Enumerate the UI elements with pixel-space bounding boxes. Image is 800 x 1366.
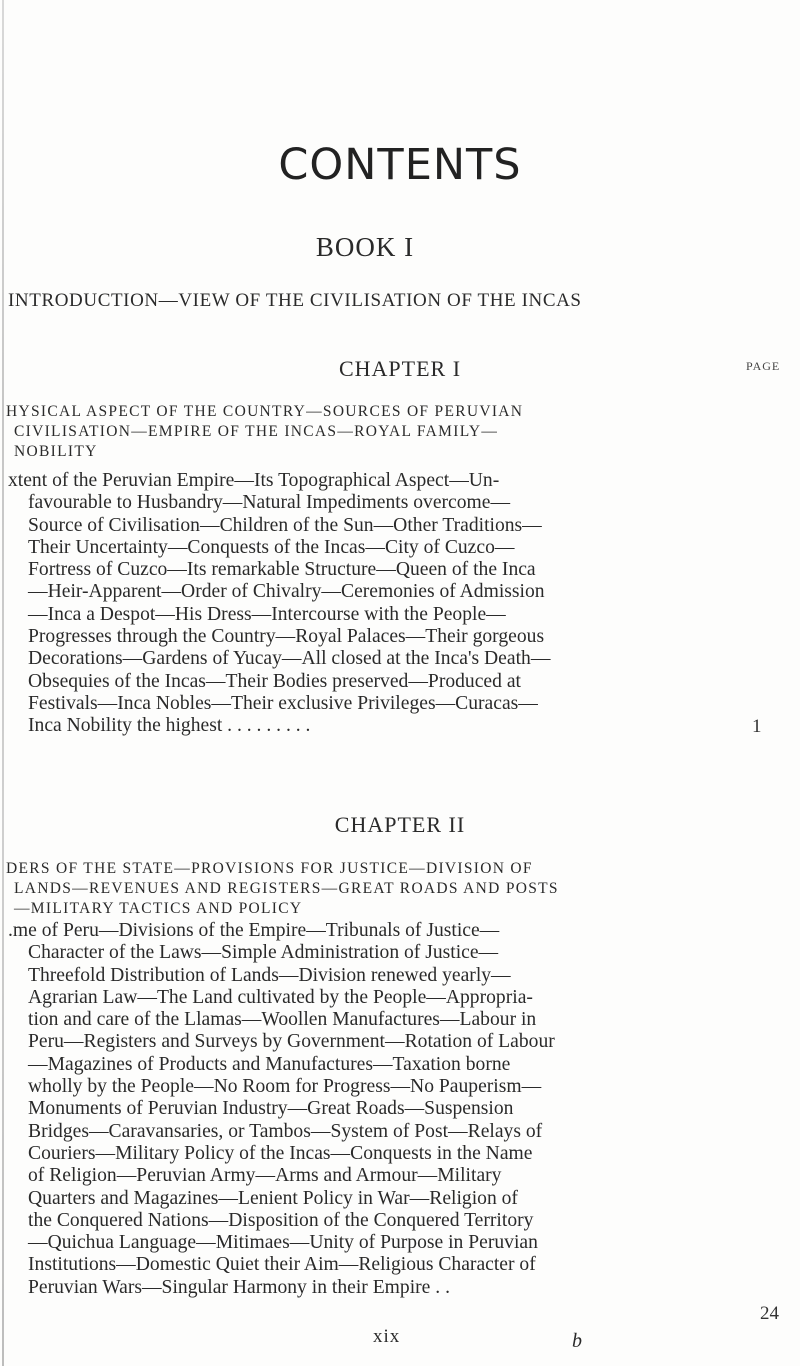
chapter-1-label: CHAPTER I [338,356,462,381]
page-column-label: PAGE [746,359,781,373]
book-subtitle: INTRODUCTION—VIEW OF THE CIVILISATION OF THE INCAS [8,290,582,311]
chapter-2-synopsis-line: of Religion—Peruvian Army—Arms and Armour—Military [28,1165,502,1187]
chapter-1-synopsis-line: Their Uncertainty—Conquests of the Incas—City of Cuzco— [28,536,515,558]
chapter-2-synopsis-line: —Quichua Language—Mitimaes—Unity of Purpose in Peruvian [28,1232,538,1254]
chapter-2-synopsis-line: Couriers—Military Policy of the Incas—Conquests in the Name [28,1142,533,1164]
chapter-2-subtitle-line: —MILITARY TACTICS AND POLICY [14,900,303,917]
chapter-1-subtitle-line: NOBILITY [14,443,98,460]
chapter-2-synopsis-line: Monuments of Peruvian Industry—Great Roads—Suspension [28,1098,514,1120]
chapter-1-synopsis-line: Obsequies of the Incas—Their Bodies preserved—Produced at [28,670,521,692]
chapter-2-synopsis-line: the Conquered Nations—Disposition of the Conquered Territory [28,1209,534,1231]
chapter-2-subtitle [6,859,664,919]
chapter-1-synopsis [8,470,658,738]
chapter-2-synopsis-line: tion and care of the Llamas—Woollen Manufactures—Labour in [28,1009,537,1031]
chapter-2-synopsis-line: .me of Peru—Divisions of the Empire—Tribunals of Justice— [8,920,500,941]
chapter-1-synopsis-line: —Inca a Despot—His Dress—Intercourse with the People— [28,603,506,625]
page-margin-edge [2,0,4,1366]
chapter-1-subtitle-line: HYSICAL ASPECT OF THE COUNTRY—SOURCES OF PERUVIAN [6,403,524,420]
chapter-1-synopsis-line: —Heir-Apparent—Order of Chivalry—Ceremonies of Admission [28,581,545,603]
chapter-2-page-number: 24 [760,1303,779,1324]
chapter-1-synopsis-line: Fortress of Cuzco—Its remarkable Structure—Queen of the Inca [28,559,536,581]
chapter-1-synopsis-line: favourable to Husbandry—Natural Impediments overcome— [28,492,511,514]
chapter-1-subtitle [6,402,664,462]
chapter-1-synopsis-line: Progresses through the Country—Royal Palaces—Their gorgeous [28,626,545,648]
chapter-2-synopsis-line: Agrarian Law—The Land cultivated by the People—Appropria- [28,986,533,1008]
chapter-2-synopsis-line: Institutions—Domestic Quiet their Aim—Religious Character of [28,1254,536,1276]
chapter-2-synopsis-line: Peruvian Wars—Singular Harmony in their Empire . . [28,1276,450,1298]
chapter-2-subtitle-line: DERS OF THE STATE—PROVISIONS FOR JUSTICE—DIVISION OF [6,860,533,877]
chapter-2-synopsis-line: Threefold Distribution of Lands—Division renewed yearly— [28,964,511,986]
chapter-2-synopsis-line: wholly by the People—No Room for Progress—No Pauperism— [28,1076,542,1098]
signature-mark: b [572,1330,582,1352]
chapter-2-synopsis-line: —Magazines of Products and Manufactures—Taxation borne [28,1053,511,1075]
chapter-2-subtitle-line: LANDS—REVENUES AND REGISTERS—GREAT ROADS AND POSTS [14,880,559,897]
chapter-2-synopsis-line: Quarters and Magazines—Lenient Policy in War—Religion of [28,1187,518,1209]
chapter-1-synopsis-line: Decorations—Gardens of Yucay—All closed at the Inca's Death— [28,648,551,670]
chapter-2-label: CHAPTER II [334,812,466,837]
chapter-2-synopsis [8,920,658,1299]
chapter-1-synopsis-line: Source of Civilisation—Children of the Sun—Other Traditions— [28,514,542,536]
roman-page-number: xix [373,1326,401,1347]
book-label: BOOK I [315,232,415,262]
chapter-2-synopsis-line: Bridges—Caravansaries, or Tambos—System of Post—Relays of [28,1120,543,1142]
chapter-1-page-number: 1 [752,716,762,737]
chapter-1-synopsis-line: Inca Nobility the highest . . . . . . . . . [28,715,311,737]
chapter-2-synopsis-line: Character of the Laws—Simple Administration of Justice— [28,942,499,964]
contents-title: CONTENTS [278,140,522,190]
chapter-1-synopsis-line: xtent of the Peruvian Empire—Its Topographical Aspect—Un- [8,470,500,491]
chapter-1-synopsis-line: Festivals—Inca Nobles—Their exclusive Privileges—Curacas— [28,692,538,714]
chapter-1-subtitle-line: CIVILISATION—EMPIRE OF THE INCAS—ROYAL FAMILY— [14,423,499,440]
chapter-2-synopsis-line: Peru—Registers and Surveys by Government—Rotation of Labour [28,1031,555,1053]
